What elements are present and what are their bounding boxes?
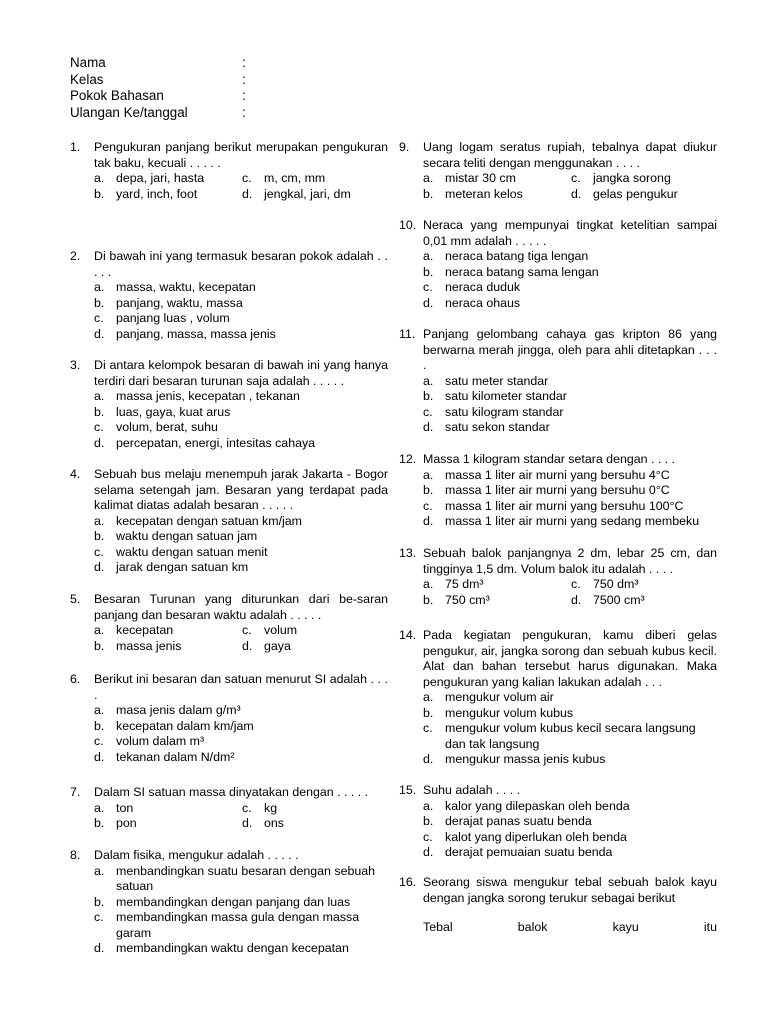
question-12 [399, 452, 717, 546]
option-d: d. gelas pengukur [571, 186, 678, 201]
option-d: d. percepatan, energi, intesitas cahaya [94, 435, 316, 450]
option-c: c. kalot yang diperlukan oleh benda [423, 829, 627, 844]
option-d: d. derajat pemuaian suatu benda [423, 845, 613, 859]
option-b: b. derajat panas suatu benda [423, 814, 592, 828]
question-4 [70, 467, 388, 592]
tail-word: Tebal [423, 920, 453, 934]
header-row-nama [70, 55, 370, 72]
option-b: b. waktu dengan satuan jam [94, 529, 258, 543]
option-d: d. jarak dengan satuan km [94, 560, 249, 574]
question-number: 14. [399, 628, 417, 642]
question-text: Sebuah bus melaju menempuh jarak Jakarta - Bogor selama setengah jam. Besaran yang terdapat pada kalimat diatas adalah besaran . . . . . [94, 467, 388, 512]
question-14 [399, 628, 717, 783]
question-options [423, 577, 717, 608]
question-text: Di antara kelompok besaran di bawah ini yang hanya terdiri dari besaran turunan saja adalah . . . . . [94, 358, 388, 388]
question-text: Di bawah ini yang termasuk besaran pokok adalah . . . . . [94, 249, 388, 279]
question-options [94, 171, 388, 202]
question-text: Seorang siswa mengukur tebal sebuah balok kayu dengan jangka sorong terukur sebagai berikut [423, 875, 717, 905]
option-c: c. panjang luas , volum [94, 311, 230, 325]
question-15 [399, 783, 717, 875]
option-d: d. massa 1 liter air murni yang sedang membeku [423, 514, 700, 528]
question-number: 7. [70, 785, 81, 799]
option-c: c. mengukur volum kubus kecil secara langsung dan tak langsung [423, 721, 696, 751]
option-a: a. kecepatan dengan satuan km/jam [94, 513, 302, 528]
question-options [94, 280, 388, 342]
question-options [94, 864, 388, 957]
option-a: a. kalor yang dilepaskan oleh benda [423, 798, 630, 813]
option-d: d. jengkal, jari, dm [242, 186, 351, 201]
option-b: b. pon [94, 816, 137, 830]
option-a: a. kecepatan [94, 623, 174, 637]
header-row-kelas [70, 72, 370, 89]
option-c: c. volum, berat, suhu [94, 420, 218, 434]
option-b: b. luas, gaya, kuat arus [94, 404, 231, 419]
tail-word: kayu [612, 920, 639, 934]
option-c: c. m, cm, mm [242, 171, 326, 185]
question-number: 8. [70, 848, 81, 862]
question-13 [399, 546, 717, 628]
question-number: 15. [399, 783, 417, 797]
question-options [94, 801, 388, 832]
question-11 [399, 327, 717, 452]
question-text: Pengukuran panjang berikut merupakan pengukuran tak baku, kecuali . . . . . [94, 140, 388, 170]
option-c: c. neraca duduk [423, 280, 521, 294]
option-a: a. massa jenis, kecepatan , tekanan [94, 389, 300, 403]
option-b: b. massa jenis [94, 638, 182, 653]
option-b: b. satu kilometer standar [423, 389, 567, 403]
option-d: d. gaya [242, 638, 291, 653]
question-5 [70, 592, 388, 672]
header-colon: : [242, 88, 246, 103]
tail-word: itu [703, 920, 717, 934]
question-number: 2. [70, 249, 81, 263]
question-number: 13. [399, 546, 417, 560]
question-text: Berikut ini besaran dan satuan menurut SI adalah . . . . [94, 672, 388, 702]
option-c: c. kg [242, 800, 278, 815]
question-number: 3. [70, 358, 81, 372]
option-d: d. membandingkan waktu dengan kecepatan [94, 941, 349, 955]
option-a: a. massa 1 liter air murni yang bersuhu 4°C [423, 467, 670, 482]
option-b: b. kecepatan dalam km/jam [94, 718, 254, 733]
question-7 [70, 785, 388, 848]
header-colon: : [242, 104, 246, 120]
question-text: Besaran Turunan yang diturunkan dari be-saran panjang dan besaran waktu adalah . . . . . [94, 592, 388, 622]
question-1 [70, 140, 388, 249]
question-text: Dalam SI satuan massa dinyatakan dengan . . . . . [94, 785, 369, 799]
question-6 [70, 672, 388, 785]
question-number: 1. [70, 140, 81, 154]
question-number: 5. [70, 592, 81, 606]
question-number: 9. [399, 140, 410, 154]
question-options [94, 703, 388, 765]
option-c: c. waktu dengan satuan menit [94, 544, 268, 559]
option-d: d. panjang, massa, massa jenis [94, 326, 276, 341]
header-label: Nama [70, 55, 106, 70]
option-c: c. 750 dm³ [571, 577, 639, 591]
question-text: Uang logam seratus rupiah, tebalnya dapat diukur secara teliti dengan menggunakan . . . . [423, 140, 717, 170]
header-label: Ulangan Ke/tanggal [70, 104, 188, 120]
header-row-pokok-bahasan [70, 88, 370, 105]
question-text: Suhu adalah . . . . [423, 783, 521, 797]
option-a: a. menbandingkan suatu besaran dengan sebuah satuan [94, 863, 376, 893]
option-a: a. depa, jari, hasta [94, 171, 205, 185]
header-label: Pokok Bahasan [70, 88, 164, 103]
question-options [423, 171, 717, 202]
option-d: d. satu sekon standar [423, 420, 550, 434]
option-a: a. masa jenis dalam g/m³ [94, 703, 241, 717]
option-b: b. meteran kelos [423, 186, 523, 201]
option-d: d. neraca ohaus [423, 295, 521, 310]
option-c: c. satu kilogram standar [423, 404, 564, 419]
questions-left-column [70, 140, 388, 957]
option-c: c. membandingkan massa gula dengan massa garam [94, 910, 360, 940]
question-options [423, 249, 717, 311]
option-a: a. mistar 30 cm [423, 171, 516, 185]
question-text: Massa 1 kilogram standar setara dengan . . . . [423, 452, 676, 466]
question-9 [399, 140, 717, 218]
question-3 [70, 358, 388, 467]
question-options [94, 389, 388, 451]
header-colon: : [242, 55, 246, 70]
question-text: Sebuah balok panjangnya 2 dm, lebar 25 cm, dan tingginya 1,5 dm. Volum balok itu adalah . . . . [423, 546, 717, 576]
question-16 [399, 875, 717, 906]
option-c: c. jangka sorong [571, 171, 671, 185]
question-options [94, 514, 388, 576]
header-colon: : [242, 71, 246, 87]
option-a: a. mengukur volum air [423, 690, 554, 704]
option-a: a. neraca batang tiga lengan [423, 249, 589, 263]
question-2 [70, 249, 388, 358]
question-options [423, 690, 717, 768]
option-d: d. 7500 cm³ [571, 592, 645, 607]
question-text: Neraca yang mempunyai tingkat ketelitian sampai 0,01 mm adalah . . . . . [423, 218, 717, 248]
question-text: Pada kegiatan pengukuran, kamu diberi gelas pengukur, air, jangka sorong dan sebuah kubus kecil. Alat dan bahan tersebut harus digunakan. Maka pengukuran yang kalian lakukan adalah . . . [423, 628, 717, 689]
option-a: a. massa, waktu, kecepatan [94, 280, 256, 294]
option-a: a. satu meter standar [423, 373, 549, 388]
question-options [423, 374, 717, 436]
question-number: 10. [399, 218, 417, 232]
question-number: 16. [399, 875, 417, 889]
option-a: a. 75 dm³ [423, 577, 484, 591]
question-text: Panjang gelombang cahaya gas kripton 86 yang berwarna merah jingga, oleh para ahli ditetapkan . . . . [423, 327, 717, 372]
question-text: Dalam fisika, mengukur adalah . . . . . [94, 848, 299, 862]
option-b: b. 750 cm³ [423, 592, 490, 607]
option-b: b. yard, inch, foot [94, 186, 198, 201]
tail-word: balok [517, 920, 548, 934]
option-b: b. massa 1 liter air murni yang bersuhu 0°C [423, 483, 670, 497]
question-16-continuation [423, 920, 717, 936]
option-c: c. volum [242, 623, 298, 637]
option-b: b. panjang, waktu, massa [94, 295, 243, 310]
option-b: b. membandingkan dengan panjang dan luas [94, 894, 351, 909]
header-label: Kelas [70, 71, 104, 87]
question-number: 11. [399, 327, 416, 341]
questions-right-column [399, 140, 717, 906]
student-info-header [70, 55, 370, 121]
question-number: 12. [399, 452, 417, 466]
question-options [423, 468, 717, 530]
option-b: b. neraca batang sama lengan [423, 264, 599, 279]
option-d: d. mengukur massa jenis kubus [423, 752, 606, 766]
question-options [94, 623, 388, 654]
option-a: a. ton [94, 800, 134, 815]
question-options [423, 799, 717, 861]
question-number: 6. [70, 672, 81, 686]
question-number: 4. [70, 467, 81, 481]
option-d: d. ons [242, 816, 284, 830]
option-d: d. tekanan dalam N/dm² [94, 749, 235, 764]
question-8 [70, 848, 388, 957]
header-row-ulangan [70, 105, 370, 122]
option-b: b. mengukur volum kubus [423, 705, 574, 720]
question-10 [399, 218, 717, 327]
option-c: c. massa 1 liter air murni yang bersuhu 100°C [423, 498, 684, 513]
option-c: c. volum dalam m³ [94, 734, 205, 748]
